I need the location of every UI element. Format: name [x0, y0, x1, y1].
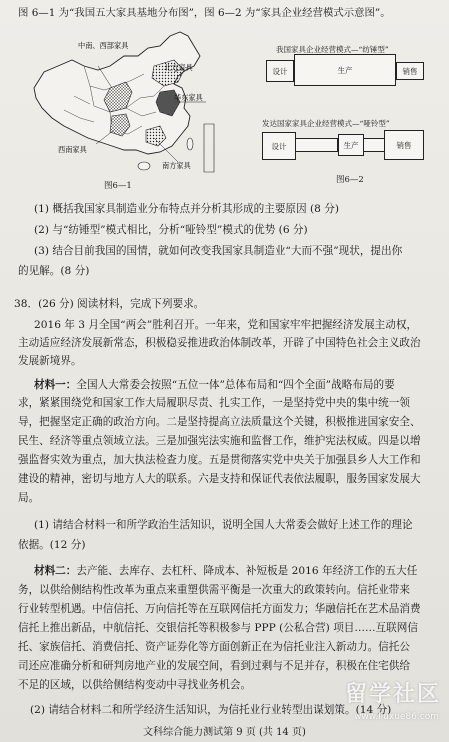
material-1-line: 局。 — [18, 492, 40, 504]
q37-2: (2) 与“纺锤型”模式相比，分析“哑铃型”模式的优势 (6 分) — [34, 224, 308, 236]
material-2-label: 材料二： — [34, 565, 77, 577]
dumbbell-production-box: 生产 — [294, 54, 396, 86]
material-2-first: 材料二：去产能、去库存、去杠杆、降成本、补短板是 2016 年经济工作的五大任 — [34, 565, 418, 577]
material-1-line: 求，紧紧围绕党和国家工作大局履职尽责、扎实工作，一是坚持党中央的集中统一领 — [18, 397, 410, 409]
label-zhongnan: 中南、西部家具 — [78, 41, 129, 50]
subq-2: (2) 请结合材料二和所学经济生活知识，为信托业行业转型出谋划策。(14 分) — [30, 704, 392, 716]
watermark-text: 留学社区 — [344, 682, 441, 707]
dumbbell-sales-box: 销售 — [396, 62, 424, 80]
diagram-caption: 图6—2 — [336, 175, 364, 185]
page-footer: 文科综合能力测试第 9 页 (共 14 页) — [143, 727, 306, 738]
spindle-production-left — [296, 138, 338, 152]
q38-intro-1: 主动适应经济发展新常态，积极稳妥推进政治体制改革，开辟了中国特色社会主义政治 — [18, 337, 421, 349]
material-2-line: 行业转型机遇。中信信托、万向信托等在互联网信托方面发力；华融信托在艺术品消费 — [18, 603, 421, 615]
q37-1: (1) 概括我国家具制造业分布特点并分析其形成的主要原因 (8 分) — [34, 203, 339, 215]
material-2-line: 务，以供给侧结构性改革为重点来重塑供需平衡是一次重大的政策转向。信托业带来 — [18, 584, 410, 596]
material-2-line: 不足的区域，以供给侧结构变动中寻找业务机会。 — [18, 679, 252, 691]
watermark-url: www.liuxue86.com — [354, 712, 439, 722]
spindle-design-box: 设计 — [262, 132, 296, 160]
label-beifang: 北方家具 — [164, 63, 193, 72]
figure-intro: 图 6—1 为“我国五大家具基地分布图”，图 6—2 为“家具企业经营模式示意图”。 — [18, 7, 391, 19]
q37-3-line1: (3) 结合目前我国的国情，就如何改变我国家具制造业“大而不强”现状，提出你 — [34, 245, 403, 257]
material-2-line: 信托上推出新品，中航信托、交银信托等积极参与 PPP (公私合营) 项目……互联网信 — [18, 622, 418, 634]
dumbbell-design-box: 设计 — [266, 60, 294, 82]
map-caption: 图6—1 — [104, 181, 132, 191]
material-2-line: 托、家族信托、消费信托、资产证券化等方面创新正在为信托业注入新动力。信托公 — [18, 641, 410, 653]
spindle-title: 发达国家家具企业经营模式—“哑铃型” — [262, 119, 390, 128]
material-1-line: 民生、经济等重点领域立法。三是加强宪法实施和监督工作，维护宪法权威。四是以增 — [18, 435, 421, 447]
label-nanfang: 南方家具 — [162, 161, 191, 170]
spindle-production-right — [364, 138, 384, 152]
material-2-line: 司还应准确分析和研判房地产业的发展空间，看到过剩与不足并存，积极在住宅供给 — [18, 660, 410, 672]
label-huadong: 华东家具 — [174, 93, 203, 102]
q38-intro-0: 2016 年 3 月全国“两会”胜利召开。一年来，党和国家牢牢把握经济发展主动权， — [34, 319, 418, 331]
subq-1-line1: (1) 请结合材料一和所学政治生活知识，说明全国人大常委会做好上述工作的理论 — [34, 519, 413, 531]
material-1-first: 材料一：全国人大常委会按照“五位一体”总体布局和“四个全面”战略布局的要 — [34, 379, 395, 391]
q38-intro-2: 发展新境界。 — [18, 355, 82, 367]
label-xinan: 西南家具 — [58, 145, 87, 154]
spindle-production-box: 生产 — [338, 134, 364, 156]
china-furniture-base-map — [14, 26, 228, 176]
material-1-line: 强监督实效为重点，加大执法检查力度。五是贯彻落实党中央关于加强县乡人大工作和 — [18, 454, 421, 466]
subq-1-line2: 依据。(12 分) — [18, 539, 86, 551]
material-1-label: 材料一： — [34, 379, 77, 391]
dumbbell-title: 我国家具企业经营模式—“纺锤型” — [276, 45, 389, 54]
material-1-line: 建设的精神，密切与地方人大的联系。六是支持和保证代表依法履职，服务国家发展大 — [18, 473, 421, 485]
q38-heading: 38．(26 分) 阅读材料，完成下列要求。 — [14, 298, 205, 310]
spindle-sales-box: 销售 — [384, 130, 424, 160]
q37-3-line2: 的见解。(8 分) — [18, 265, 90, 277]
material-1-line: 导，把握坚定正确的政治方向。二是坚持提高立法质量这个关键，积极推进国家安全、 — [18, 416, 421, 428]
